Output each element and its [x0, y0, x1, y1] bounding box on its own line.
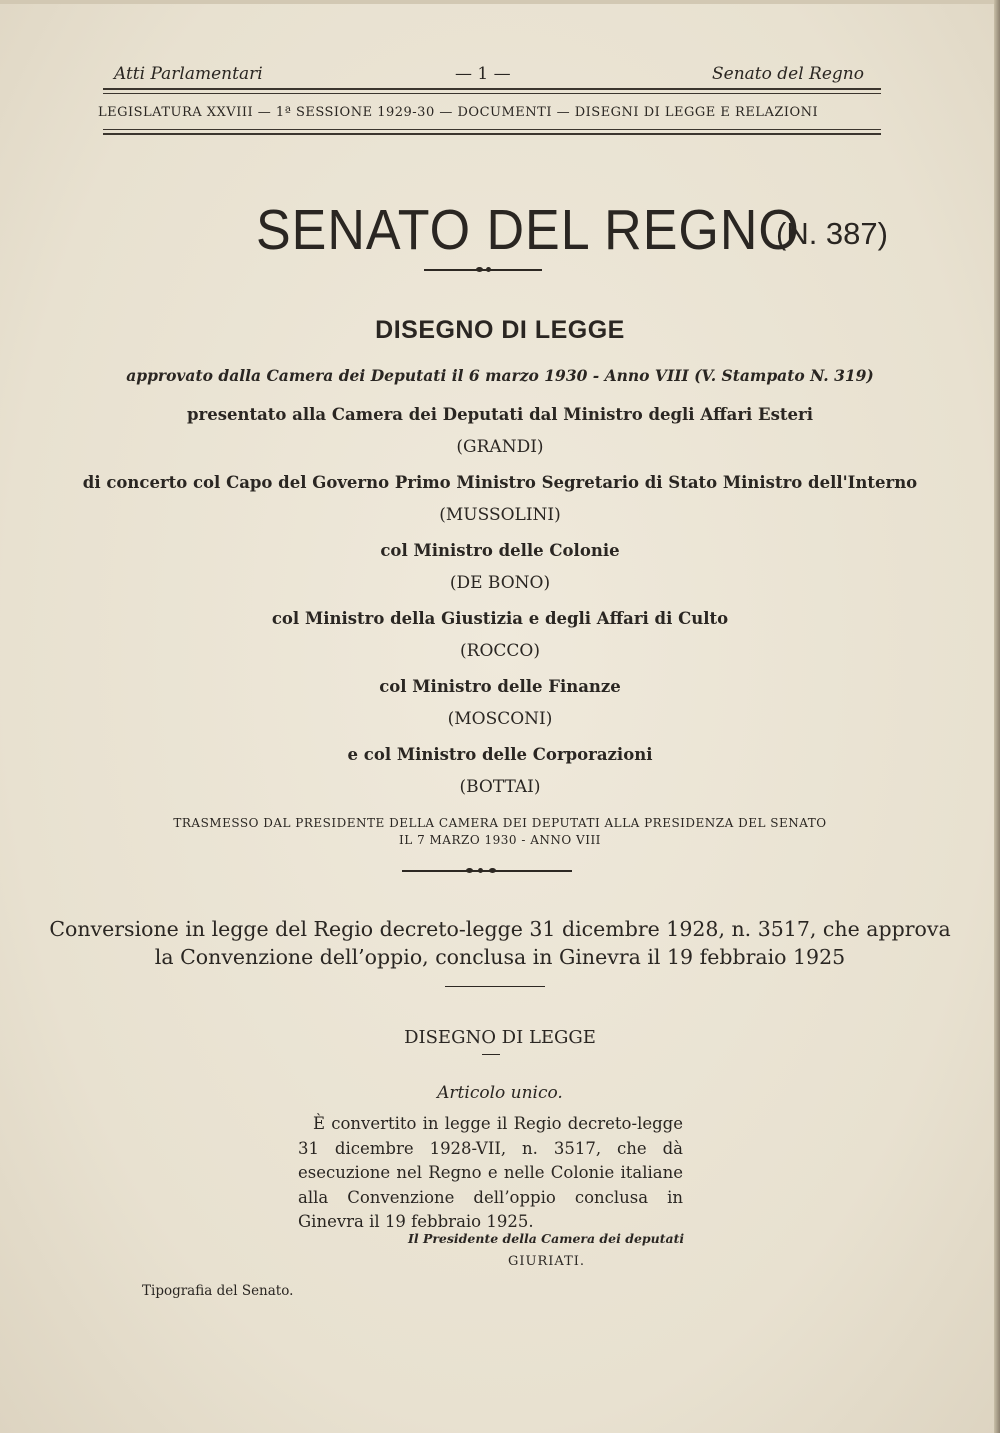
header-rule-top	[103, 88, 881, 90]
minister-role: col Ministro delle Colonie	[380, 541, 620, 560]
header-subheader: LEGISLATURA XXVIII — 1ª SESSIONE 1929-30 — DOCUMENTI — DISEGNI DI LEGGE E RELAZIONI	[98, 105, 819, 120]
article-text: È convertito in legge il Regio decreto-legge 31 dicembre 1928-VII, n. 3517, che dà esecuzione nel Regno e nelle Colonie italiane alla Convenzione dell’oppio conclusa in Ginevra il 19 febbraio 1925.	[298, 1114, 683, 1231]
transmitted-line: TRASMESSO DAL PRESIDENTE DELLA CAMERA DEI DEPUTATI ALLA PRESIDENZA DEL SENATO	[173, 816, 827, 830]
divider	[445, 986, 545, 987]
minister-name: (DE BONO)	[449, 573, 551, 593]
law-heading: DISEGNO DI LEGGE	[404, 1027, 596, 1048]
approved-line: approvato dalla Camera dei Deputati il 6 marzo 1930 - Anno VIII (V. Stampato N. 319)	[126, 366, 874, 385]
signature-title: Il Presidente della Camera dei deputati	[408, 1231, 685, 1246]
minister-name: (MUSSOLINI)	[439, 505, 561, 525]
page-number: — 1 —	[455, 64, 511, 84]
presented-by: presentato alla Camera dei Deputati dal Ministro degli Affari Esteri	[186, 405, 814, 424]
transmitted-date: IL 7 MARZO 1930 - ANNO VIII	[399, 833, 601, 847]
minister-role: col Ministro delle Finanze	[379, 677, 621, 696]
bill-subject	[0, 915, 1000, 971]
header-rule-bottom	[103, 133, 881, 135]
minister-name: (ROCCO)	[460, 641, 540, 661]
document-number: (N. 387)	[776, 216, 888, 251]
subject-line: la Convenzione dell’oppio, conclusa in Ginevra il 19 febbraio 1925	[154, 945, 846, 969]
header-left: Atti Parlamentari	[114, 64, 263, 84]
presenter-name: (GRANDI)	[456, 437, 544, 457]
header-rule-top-thin	[103, 93, 881, 94]
minister-role: di concerto col Capo del Governo Primo Ministro Segretario di Stato Ministro dell'Interno	[82, 473, 918, 492]
article-title: Articolo unico.	[437, 1083, 563, 1103]
header-rule-bottom-thin	[103, 129, 881, 130]
subject-line: Conversione in legge del Regio decreto-legge 31 dicembre 1928, n. 3517, che approva	[49, 917, 951, 941]
header-right: Senato del Regno	[712, 64, 864, 84]
bill-heading: DISEGNO DI LEGGE	[375, 316, 625, 344]
minister-role: col Ministro della Giustizia e degli Affari di Culto	[271, 609, 729, 628]
minister-name: (BOTTAI)	[459, 777, 541, 797]
page-top-edge	[0, 0, 1000, 4]
minister-name: (MOSCONI)	[447, 709, 553, 729]
minister-role: e col Ministro delle Corporazioni	[347, 745, 653, 764]
senate-title: SENATO DEL REGNO	[256, 199, 800, 262]
printer-credit: Tipografia del Senato.	[142, 1283, 294, 1299]
heading-dash	[482, 1054, 500, 1055]
signature-name: GIURIATI.	[508, 1254, 586, 1269]
